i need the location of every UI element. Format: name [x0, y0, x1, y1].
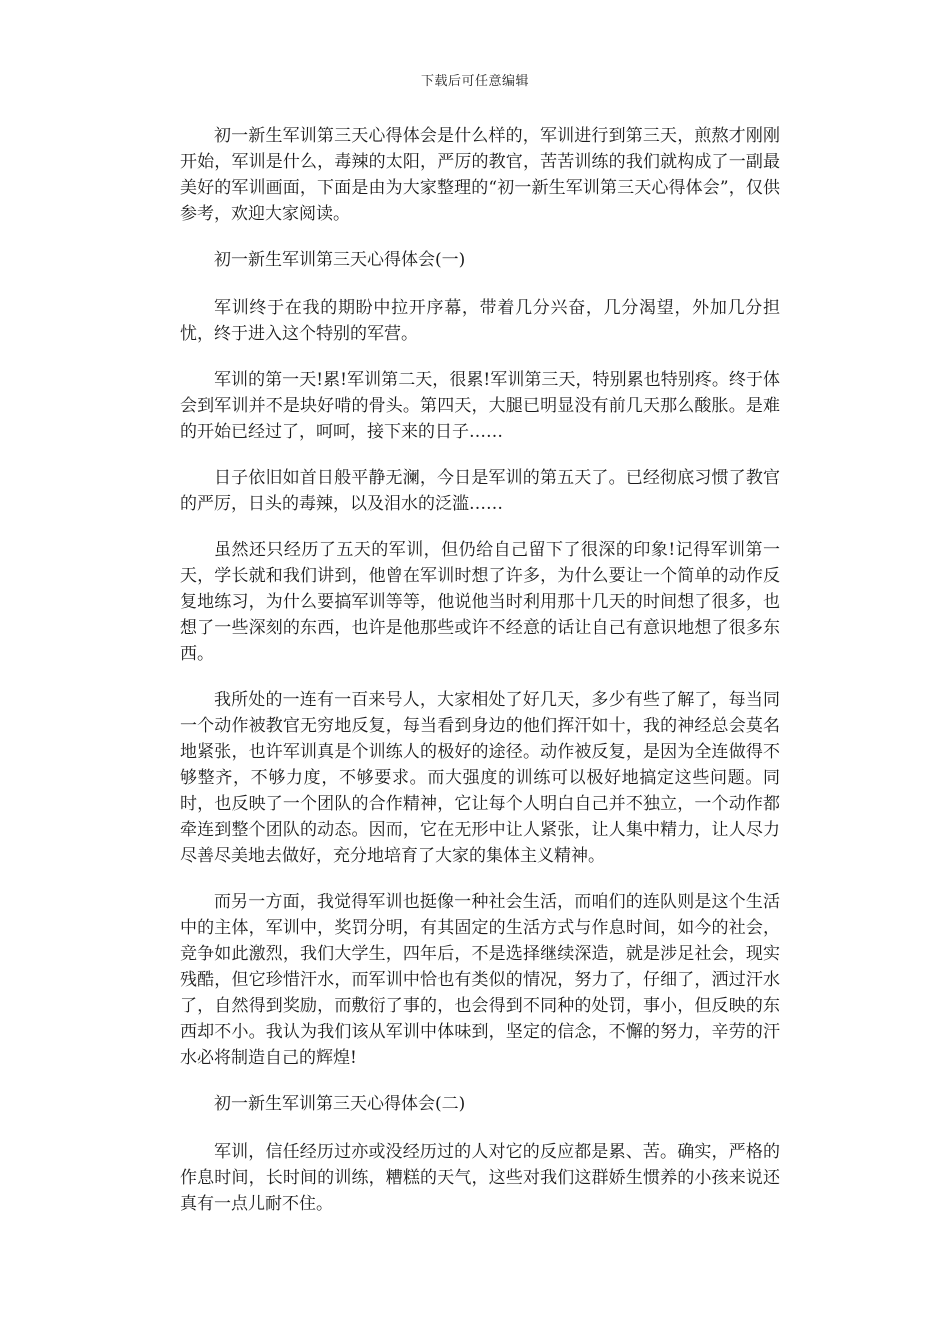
section-heading-1: 初一新生军训第三天心得体会(一)	[214, 250, 466, 270]
download-editable-note: 下载后可任意编辑	[420, 74, 529, 89]
paragraph: 而另一方面，我觉得军训也挺像一种社会生活，而咱们的连队则是这个生活中的主体，军训中，奖罚分明，有其固定的生活方式与作息时间，如今的社会，竞争如此激烈，我们大学生，四年后，不是选择继续深造，就是涉足社会，现实残酷，但它珍惜汗水，而军训中恰也有类似的情况，努力了，仔细了，洒过汗水了，自然得到奖励，而敷衍了事的，也会得到不同种的处罚，事小，但反映的东西却不小。我认为我们该从军训中体味到，坚定的信念，不懈的努力，辛劳的汗水必将制造自己的辉煌!	[180, 892, 780, 1068]
article-body	[180, 123, 780, 1237]
paragraph: 日子依旧如首日般平静无澜，今日是军训的第五天了。已经彻底习惯了教官的严厉，日头的毒辣，以及泪水的泛滥……	[180, 468, 780, 514]
paragraph: 我所处的一连有一百来号人，大家相处了好几天，多少有些了解了，每当同一个动作被教官无穷地反复，每当看到身边的他们挥汗如十，我的神经总会莫名地紧张，也许军训真是个训练人的极好的途径。动作被反复，是因为全连做得不够整齐，不够力度，不够要求。而大强度的训练可以极好地搞定这些问题。同时，也反映了一个团队的合作精神，它让每个人明白自己并不独立，一个动作都牵连到整个团队的动态。因而，它在无形中让人紧张，让人集中精力，让人尽力尽善尽美地去做好，充分地培育了大家的集体主义精神。	[180, 690, 780, 866]
intro-paragraph: 初一新生军训第三天心得体会是什么样的，军训进行到第三天，煎熬才刚刚开始，军训是什么，毒辣的太阳，严厉的教官，苦苦训练的我们就构成了一副最美好的军训画面，下面是由为大家整理的“初一新生军训第三天心得体会”，仅供参考，欢迎大家阅读。	[180, 126, 780, 224]
paragraph: 军训的第一天!累!军训第二天，很累!军训第三天，特别累也特别疼。终于体会到军训并不是块好啃的骨头。第四天，大腿已明显没有前几天那么酸胀。是难的开始已经过了，呵呵，接下来的日子……	[180, 370, 780, 442]
section-heading-2: 初一新生军训第三天心得体会(二)	[214, 1094, 466, 1114]
paragraph: 军训终于在我的期盼中拉开序幕，带着几分兴奋，几分渴望，外加几分担忧，终于进入这个特别的军营。	[180, 298, 780, 344]
paragraph: 军训，信任经历过亦或没经历过的人对它的反应都是累、苦。确实，严格的作息时间，长时间的训练，糟糕的天气，这些对我们这群娇生惯养的小孩来说还真有一点儿耐不住。	[180, 1142, 780, 1214]
paragraph: 虽然还只经历了五天的军训，但仍给自己留下了很深的印象!记得军训第一天，学长就和我们讲到，他曾在军训时想了许多，为什么要让一个简单的动作反复地练习，为什么要搞军训等等，他说他当时利用那十几天的时间想了很多，也想了一些深刻的东西，也许是他那些或许不经意的话让自己有意识地想了很多东西。	[180, 540, 780, 664]
